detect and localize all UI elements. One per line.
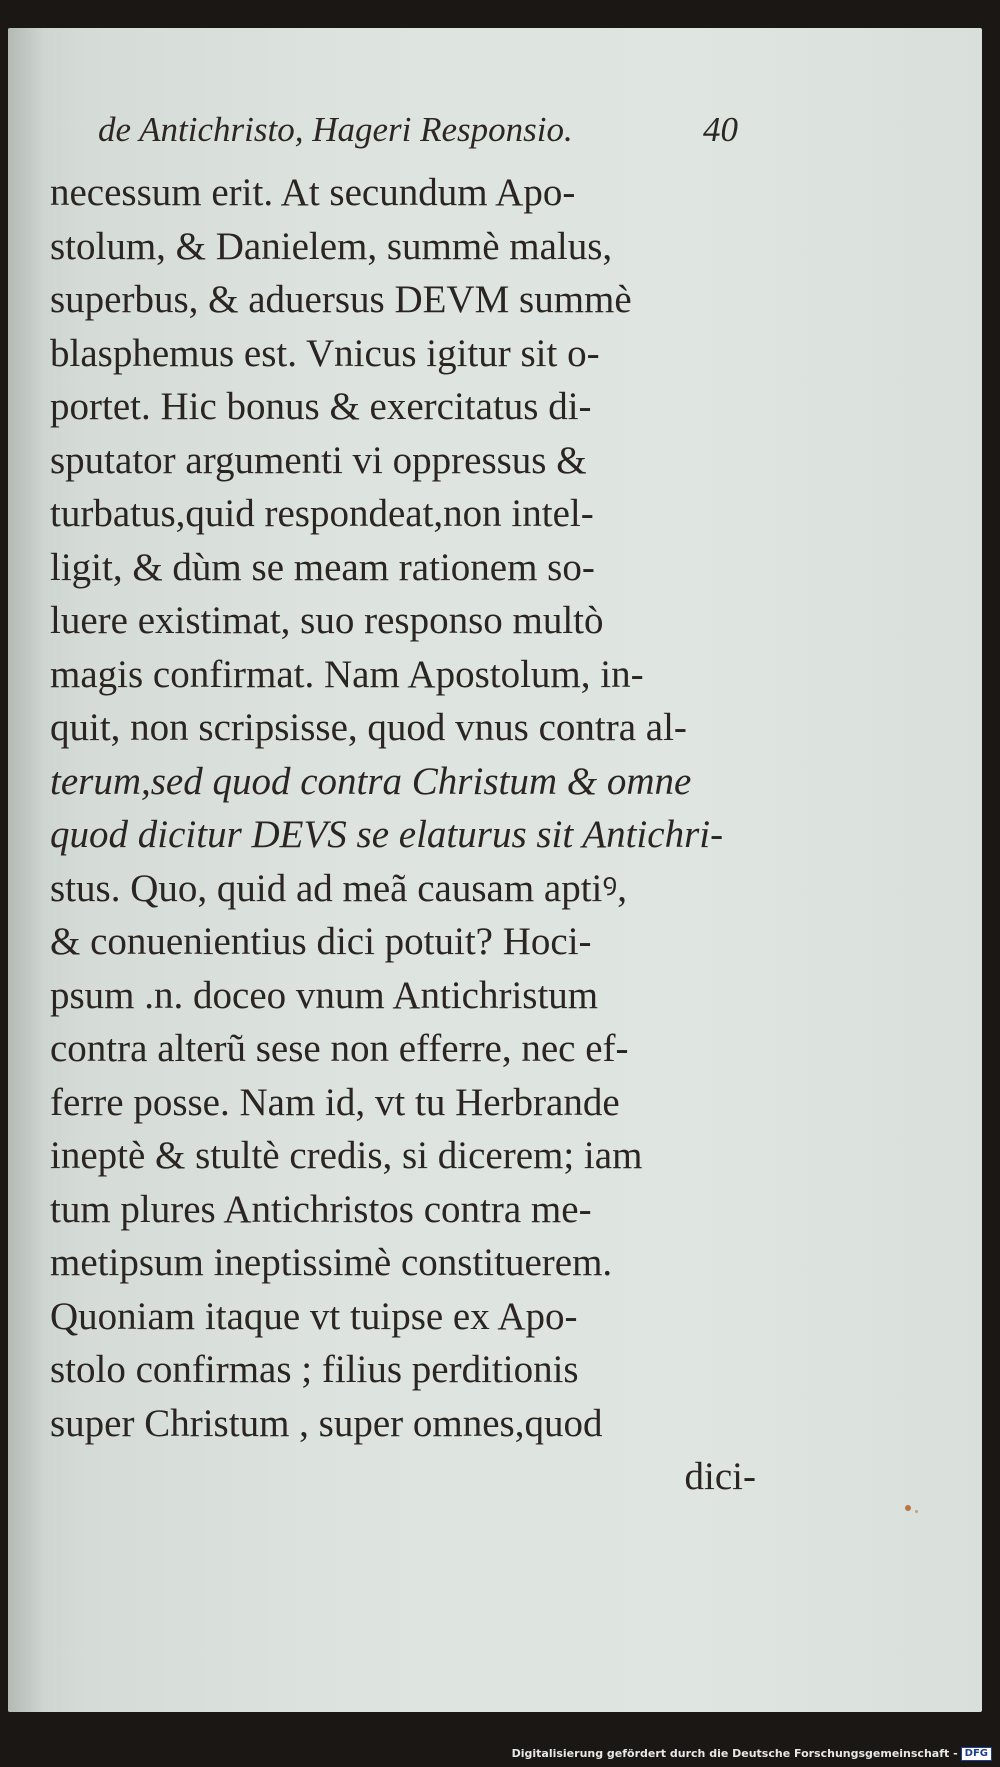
page-number: 40	[703, 110, 738, 149]
text-line: ligit, & dùm se meam rationem so-	[50, 545, 595, 589]
text-line: super Christum , super omnes,quod	[50, 1401, 603, 1445]
text-line: & conuenientius dici potuit? Hoci-	[50, 920, 592, 963]
text-line: stolo confirmas ; filius perditionis	[50, 1348, 579, 1391]
text-line: superbus, & aduersus DEVM summè	[50, 278, 632, 321]
text-line: quod dicitur DEVS se elaturus sit Antichri-	[50, 813, 724, 856]
text-line: portet. Hic bonus & exercitatus di-	[50, 385, 592, 428]
text-line: magis confirmat. Nam Apostolum, in-	[50, 652, 644, 696]
text-line: Quoniam itaque vt tuipse ex Apo-	[50, 1294, 578, 1338]
text-line: stolum, & Danielem, summè malus,	[50, 224, 613, 268]
text-line: sputator argumenti vi oppressus &	[50, 438, 587, 482]
running-title: de Antichristo, Hageri Responsio.	[98, 110, 573, 149]
digitization-credit	[512, 1747, 992, 1761]
text-line: blasphemus est. Vnicus igitur sit o-	[50, 331, 600, 375]
credit-text: Digitalisierung gefördert durch die Deutsche Forschungsgemeinschaft -	[511, 1747, 958, 1760]
text-line: ferre posse. Nam id, vt tu Herbrande	[50, 1080, 620, 1124]
text-line: tum plures Antichristos contra me-	[50, 1187, 592, 1231]
text-line: terum,sed quod contra Christum & omne	[50, 759, 692, 803]
paper-stain	[915, 1510, 918, 1513]
text-line: luere existimat, suo responso multò	[50, 599, 604, 642]
dfg-logo: DFG	[961, 1747, 992, 1761]
body-text	[50, 166, 760, 1504]
text-line: quit, non scripsisse, quod vnus contra al-	[50, 706, 687, 749]
text-line: metipsum ineptissimè constituerem.	[50, 1241, 613, 1284]
text-line: psum .n. doceo vnum Antichristum	[50, 973, 599, 1017]
text-line: turbatus,quid respondeat,non intel-	[50, 492, 594, 535]
text-line: stus. Quo, quid ad meã causam aptiꝰ,	[50, 866, 628, 910]
page-gutter-shadow	[8, 28, 44, 1712]
text-line: contra alterũ sese non efferre, nec ef-	[50, 1027, 629, 1070]
running-head	[98, 105, 738, 155]
text-line: dici-	[684, 1455, 756, 1498]
text-line: ineptè & stultè credis, si dicerem; iam	[50, 1134, 643, 1177]
text-line: necessum erit. At secundum Apo-	[50, 171, 576, 214]
paper-stain	[905, 1505, 911, 1511]
